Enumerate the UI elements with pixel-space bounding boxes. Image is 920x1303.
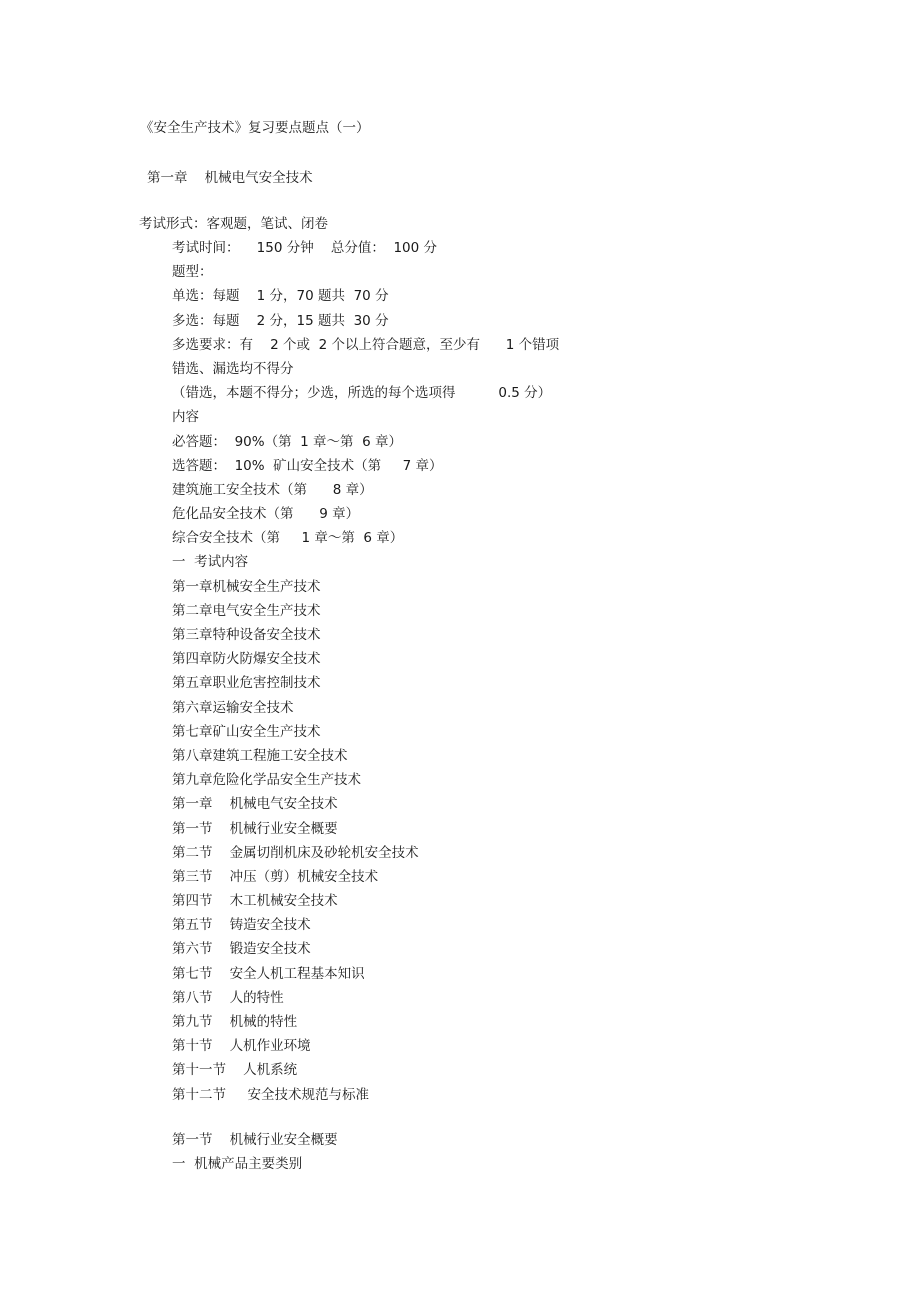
text-line: 多选要求：有 2 个或 2 个以上符合题意，至少有 1 个错项 bbox=[172, 336, 560, 353]
section-intro bbox=[172, 1128, 338, 1176]
text-line: 第三章特种设备安全技术 bbox=[172, 627, 321, 643]
document-title: 《安全生产技术》复习要点题点（一） bbox=[140, 120, 370, 136]
text-line: 第十节 人机作业环境 bbox=[172, 1038, 311, 1055]
exam-form-line: 考试形式：客观题，笔试、闭卷 bbox=[139, 216, 328, 232]
text-line: 第八章建筑工程施工安全技术 bbox=[172, 747, 348, 764]
text-line: 建筑施工安全技术（第 8 章） bbox=[172, 481, 373, 498]
text-line: 第二章电气安全生产技术 bbox=[172, 602, 321, 619]
chapter-heading: 第一章 机械电气安全技术 bbox=[147, 170, 313, 186]
section-heading: 第一节 机械行业安全概要 bbox=[172, 1132, 338, 1148]
text-line: 第七章矿山安全生产技术 bbox=[172, 723, 321, 740]
text-line: 题型： bbox=[172, 264, 213, 281]
text-line: 综合安全技术（第 1 章～第 6 章） bbox=[172, 530, 404, 547]
text-line: 错选、漏选均不得分 bbox=[172, 360, 294, 377]
text-line: 必答题： 90%（第 1 章～第 6 章） bbox=[172, 433, 403, 450]
text-line: 第一章机械安全生产技术 bbox=[172, 578, 321, 595]
text-line: 选答题： 10% 矿山安全技术（第 7 章） bbox=[172, 457, 443, 474]
text-line: 第九节 机械的特性 bbox=[172, 1014, 298, 1030]
text-line: 第七节 安全人机工程基本知识 bbox=[172, 965, 365, 982]
text-line: 危化品安全技术（第 9 章） bbox=[172, 506, 360, 523]
text-line: 单选：每题 1 分，70 题共 70 分 bbox=[172, 288, 389, 305]
text-line: 第一章 机械电气安全技术 bbox=[172, 796, 338, 813]
subsection-heading: 一 机械产品主要类别 bbox=[172, 1156, 303, 1173]
text-line: 第八节 人的特性 bbox=[172, 989, 284, 1006]
text-line: 第九章危险化学品安全生产技术 bbox=[172, 772, 361, 789]
text-line: 第五节 铸造安全技术 bbox=[172, 917, 311, 934]
text-line: 第三节 冲压（剪）机械安全技术 bbox=[172, 868, 379, 885]
text-line: 内容 bbox=[172, 409, 199, 426]
body-text bbox=[172, 236, 559, 1107]
text-line: 第一节 机械行业安全概要 bbox=[172, 820, 338, 837]
text-line: 多选：每题 2 分，15 题共 30 分 bbox=[172, 312, 389, 329]
text-line: 第四节 木工机械安全技术 bbox=[172, 893, 338, 910]
text-line: 第五章职业危害控制技术 bbox=[172, 675, 321, 692]
text-line: 第二节 金属切削机床及砂轮机安全技术 bbox=[172, 844, 419, 861]
text-line: 一 考试内容 bbox=[172, 554, 249, 571]
text-line: 第六节 锻造安全技术 bbox=[172, 941, 311, 958]
text-line: 第十二节 安全技术规范与标准 bbox=[172, 1086, 369, 1103]
text-line: 第四章防火防爆安全技术 bbox=[172, 651, 321, 668]
text-line: 考试时间： 150 分钟 总分值： 100 分 bbox=[172, 240, 438, 256]
text-line: 第六章运输安全技术 bbox=[172, 699, 294, 716]
text-line: （错选，本题不得分；少选，所选的每个选项得 0.5 分） bbox=[172, 385, 552, 402]
text-line: 第十一节 人机系统 bbox=[172, 1062, 298, 1079]
